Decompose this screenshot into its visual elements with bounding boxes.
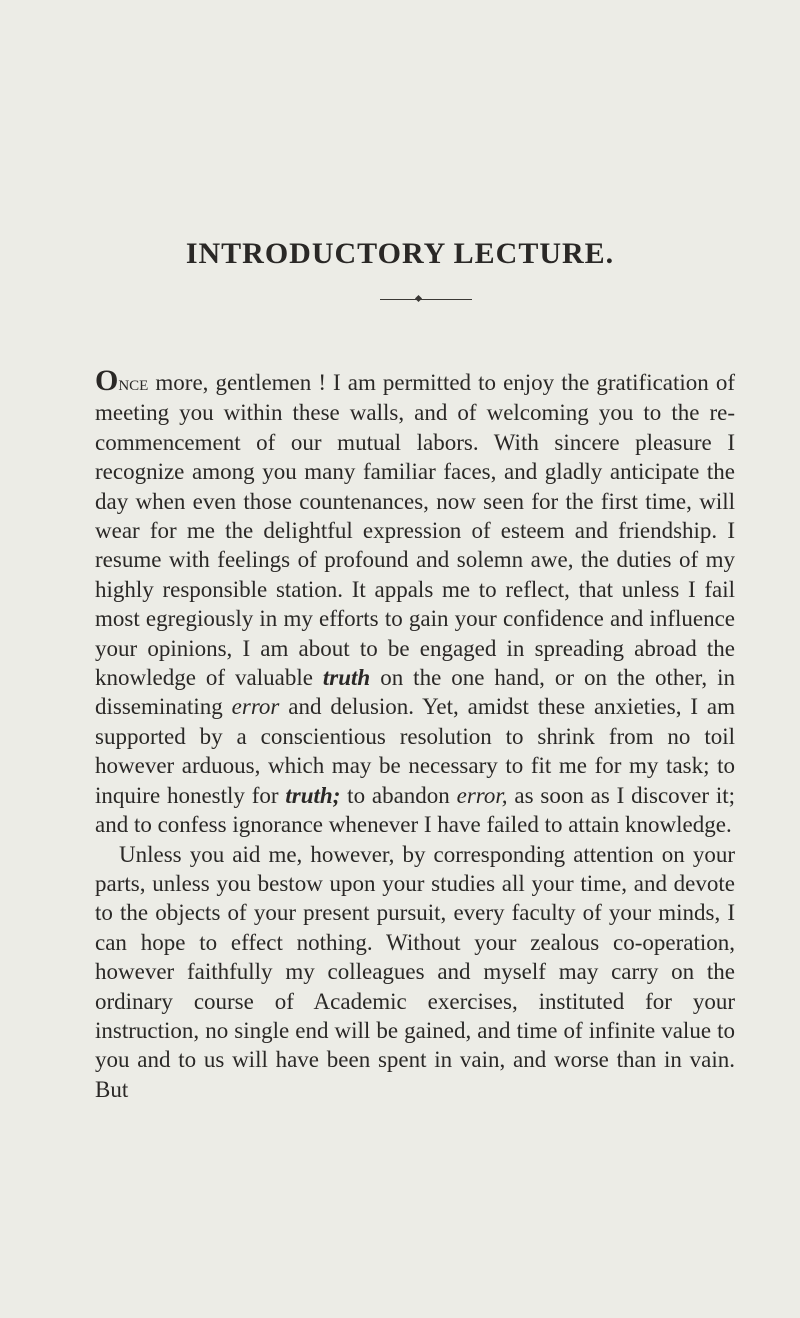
paragraph-1-text-e: as soon as I discover it; and to confess ignorance whenever I have failed to attain knowledge. <box>95 782 736 838</box>
rule-line <box>380 299 472 300</box>
paragraph-1-text-a: more, gentlemen ! I am permitted to enjoy the gratification of meeting you within these walls, and of welcoming you to the re-commencement of our mutual labors. With sincere pleasure I recognize among you many familiar faces, and gladly anticipate the day when even those countenances, now seen for the first time, will wear for me the delightful expression of esteem and friendship. I resume with feelings of profound and solemn awe, the duties of my highly responsible station. It appals me to reflect, that unless I fail most egregiously in my efforts to gain your confidence and influence your opinions, I am about to be engaged in spreading abroad the knowledge of valuable <box>95 370 735 691</box>
italic-error: error <box>231 694 280 720</box>
drop-cap: O <box>95 364 119 397</box>
page-title: INTRODUCTORY LECTURE. <box>185 237 615 270</box>
ornamental-rule <box>380 294 472 306</box>
italic-truth-2: truth; <box>285 782 341 808</box>
lecture-body <box>95 364 736 1104</box>
paragraph-2: Unless you aid me, however, by corresponding attention on your parts, unless you bestow upon your studies all your time, and devote to the objects of your present pursuit, every faculty of your minds, I can hope to effect nothing. Without your zealous co-operation, however faithfully my colleagues and myself may carry on the ordinary course of Academic exercises, instituted for your instruction, no single end will be gained, and time of infinite value to you and to us will have been spent in vain, and worse than in vain. But <box>95 841 735 1102</box>
diamond-ornament-icon <box>415 295 422 302</box>
paragraph-1-text-d: to abandon <box>340 782 457 808</box>
italic-truth: truth <box>322 665 371 691</box>
paragraph-1-text-c: and delusion. Yet, amidst these anxieties, I am supported by a conscientious resolution to shrink from no toil however arduous, which may be necessary to fit me for my task; to inquire honestly for <box>95 694 735 808</box>
paragraph-1-text-b: on the one hand, or on the other, in disseminating <box>95 665 735 720</box>
small-caps-word: nce <box>118 371 149 395</box>
italic-error-2: error, <box>456 782 508 808</box>
paragraph-1 <box>95 364 736 840</box>
